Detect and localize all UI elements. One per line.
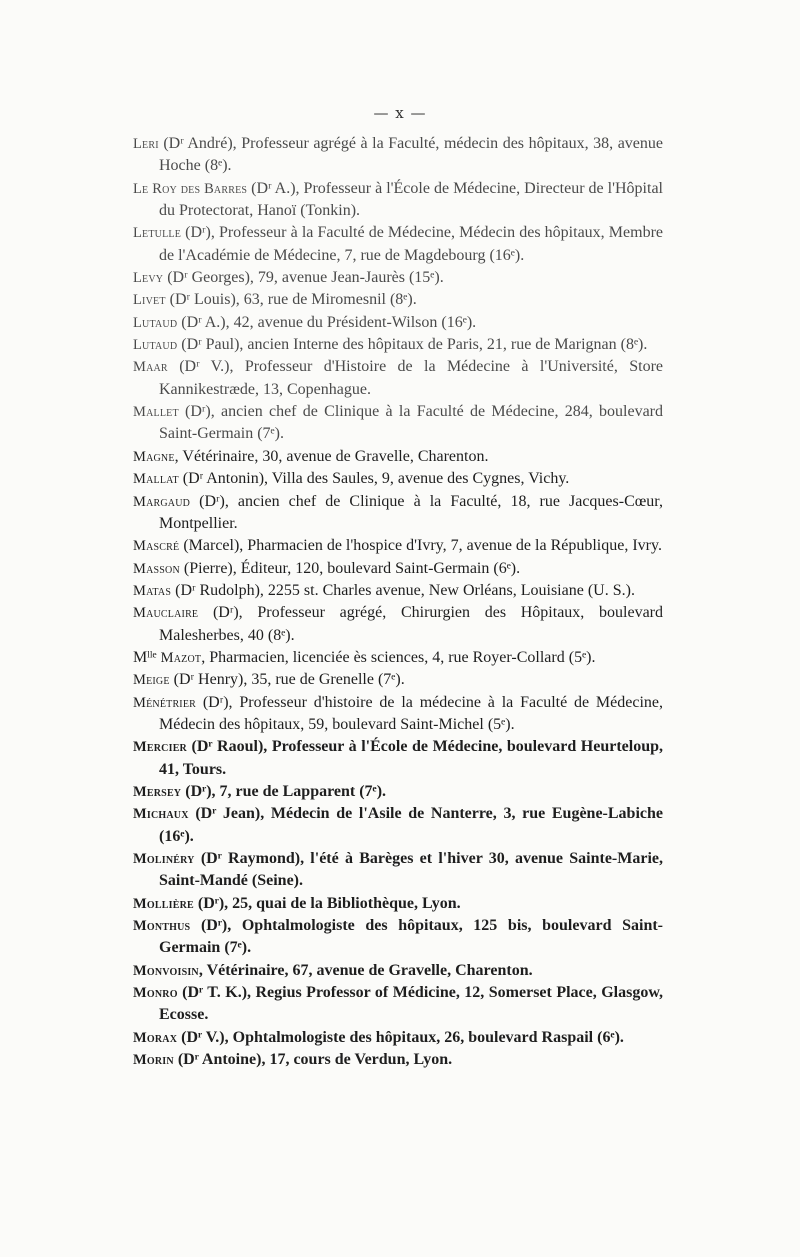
entry-details: (Marcel), Pharmacien de l'hospice d'Ivry, 7, avenue de la République, Ivry. xyxy=(179,537,662,555)
entry-details: (Dʳ T. K.), Regius Professor of Médicine, 12, Somerset Place, Glasgow, Ecosse. xyxy=(159,984,663,1024)
entry-details: (Dʳ), ancien chef de Clinique à la Faculté, 18, rue Jacques-Cœur, Montpellier. xyxy=(159,492,663,532)
entry-name: Monthus xyxy=(133,918,191,935)
entry-name: Maar xyxy=(133,359,168,376)
entry-name: Margaud xyxy=(133,493,191,510)
entry-details: , Vétérinaire, 67, avenue de Gravelle, Charenton. xyxy=(198,961,533,979)
list-item xyxy=(133,178,663,223)
entry-name: Mallet xyxy=(133,404,179,421)
list-item xyxy=(133,267,663,289)
list-item xyxy=(133,468,663,490)
entry-name: Livet xyxy=(133,292,166,309)
page-number: — x — xyxy=(373,104,427,122)
entry-name: Morin xyxy=(133,1052,174,1069)
entry-name: Monvoisin xyxy=(133,962,199,979)
entry-name: Lutaud xyxy=(133,337,178,354)
entry-details: (Dʳ), 25, quai de la Bibliothèque, Lyon. xyxy=(193,894,461,912)
list-item xyxy=(133,535,663,557)
list-item xyxy=(133,803,663,848)
entry-name: Masson xyxy=(133,560,180,577)
list-item xyxy=(133,915,663,960)
entry-details: (Dʳ André), Professeur agrégé à la Faculté, médecin des hôpitaux, 38, avenue Hoche (8ᵉ). xyxy=(158,135,663,175)
list-item xyxy=(133,1049,663,1071)
entry-name: Monro xyxy=(133,985,178,1002)
entry-details: (Dʳ), Professeur d'histoire de la médecine à la Faculté de Médecine, Médecin des hôpitaux, 59, boulevard Saint-Michel (5ᵉ). xyxy=(159,693,663,733)
list-item xyxy=(133,960,663,982)
entry-details: (Dʳ Raoul), Professeur à l'École de Médecine, boulevard Heurteloup, 41, Tours. xyxy=(159,738,663,778)
list-item xyxy=(133,647,663,669)
entry-name: Levy xyxy=(133,270,164,287)
list-item xyxy=(133,558,663,580)
entry-name: Mersey xyxy=(133,783,182,800)
entry-name: Michaux xyxy=(133,806,189,823)
entry-details: (Dʳ), Professeur agrégé, Chirurgien des Hôpitaux, boulevard Malesherbes, 40 (8ᵉ). xyxy=(159,604,663,644)
entry-name: Mauclaire xyxy=(133,605,199,622)
list-item xyxy=(133,334,663,356)
list-item xyxy=(133,580,663,602)
entry-details: (Dʳ A.), 42, avenue du Président-Wilson (16ᵉ). xyxy=(177,313,477,331)
entry-details: (Dʳ Antoine), 17, cours de Verdun, Lyon. xyxy=(173,1051,453,1069)
entry-details: (Dʳ Paul), ancien Interne des hôpitaux de Paris, 21, rue de Marignan (8ᵉ). xyxy=(177,336,648,354)
entry-name: Mascré xyxy=(133,538,180,555)
entry-name: Ménétrier xyxy=(133,694,197,711)
entry-details: (Dʳ), Professeur à la Faculté de Médecine, Médecin des hôpitaux, Membre de l'Académie de Médecine, 7, rue de Magdebourg (16ᵉ). xyxy=(159,224,663,264)
entry-details: (Dʳ Louis), 63, rue de Miromesnil (8ᵉ). xyxy=(165,291,417,309)
entry-details: , Vétérinaire, 30, avenue de Gravelle, Charenton. xyxy=(174,447,489,465)
entry-name: Leri xyxy=(133,136,159,152)
list-item xyxy=(133,669,663,691)
list-item xyxy=(133,736,663,781)
entry-name: Mallat xyxy=(133,471,179,488)
entry-details: , Pharmacien, licenciée ès sciences, 4, rue Royer-Collard (5ᵉ). xyxy=(201,648,596,666)
entry-details: (Dʳ V.), Ophtalmologiste des hôpitaux, 26, boulevard Raspail (6ᵉ). xyxy=(177,1028,624,1046)
entry-name: Meige xyxy=(133,672,170,689)
entry-details: (Dʳ), 7, rue de Lapparent (7ᵉ). xyxy=(181,782,387,800)
entry-details: (Dʳ Jean), Médecin de l'Asile de Nanterre, 3, rue Eugène-Labiche (16ᵉ). xyxy=(159,805,663,845)
entry-name: Mercier xyxy=(133,739,187,756)
member-list xyxy=(133,133,663,1071)
list-item xyxy=(133,401,663,446)
entry-name: Matas xyxy=(133,582,172,599)
entry-name: Magne xyxy=(133,448,175,465)
entry-details: (Dʳ Georges), 79, avenue Jean-Jaurès (15ᵉ). xyxy=(163,269,444,287)
entry-details: (Dʳ), Ophtalmologiste des hôpitaux, 125 bis, boulevard Saint-Germain (7ᵉ). xyxy=(159,917,663,957)
list-item xyxy=(133,1027,663,1049)
list-item xyxy=(133,446,663,468)
entry-prefix: Mˡˡᵉ xyxy=(133,648,161,666)
entry-name: Mazot xyxy=(160,649,202,666)
entry-details: (Dʳ A.), Professeur à l'École de Médecine, Directeur de l'Hôpital du Protectorat, Hanoï (Tonkin). xyxy=(159,179,663,220)
entry-name: Lutaud xyxy=(133,314,178,331)
entry-name: Morax xyxy=(133,1029,178,1046)
entry-details: (Pierre), Éditeur, 120, boulevard Saint-Germain (6ᵉ). xyxy=(179,559,521,577)
list-item xyxy=(133,356,663,401)
list-item xyxy=(133,982,663,1027)
list-item xyxy=(133,692,663,737)
entry-name: Molinéry xyxy=(133,851,195,867)
list-item xyxy=(133,312,663,334)
list-item xyxy=(133,848,663,893)
list-item xyxy=(133,491,663,536)
entry-name: Le Roy des Barres xyxy=(133,180,248,197)
entry-name: Mollière xyxy=(133,895,194,912)
entry-name: Letulle xyxy=(133,225,182,242)
entry-details: (Dʳ V.), Professeur d'Histoire de la Médecine à l'Université, Store Kannikestræde, 13, Copenhague. xyxy=(159,358,663,398)
list-item xyxy=(133,133,663,178)
entry-details: (Dʳ Rudolph), 2255 st. Charles avenue, New Orléans, Louisiane (U. S.). xyxy=(171,581,635,599)
entry-details: (Dʳ), ancien chef de Clinique à la Faculté de Médecine, 284, boulevard Saint-Germain (7ᵉ). xyxy=(159,403,663,443)
list-item xyxy=(133,222,663,267)
list-item xyxy=(133,893,663,915)
entry-details: (Dʳ Raymond), l'été à Barèges et l'hiver 30, avenue Sainte-Marie, Saint-Mandé (Seine). xyxy=(159,850,663,890)
entry-details: (Dʳ Henry), 35, rue de Grenelle (7ᵉ). xyxy=(169,671,405,689)
entry-details: (Dʳ Antonin), Villa des Saules, 9, avenue des Cygnes, Vichy. xyxy=(178,470,570,488)
list-item xyxy=(133,602,663,647)
list-item xyxy=(133,289,663,311)
list-item xyxy=(133,781,663,803)
